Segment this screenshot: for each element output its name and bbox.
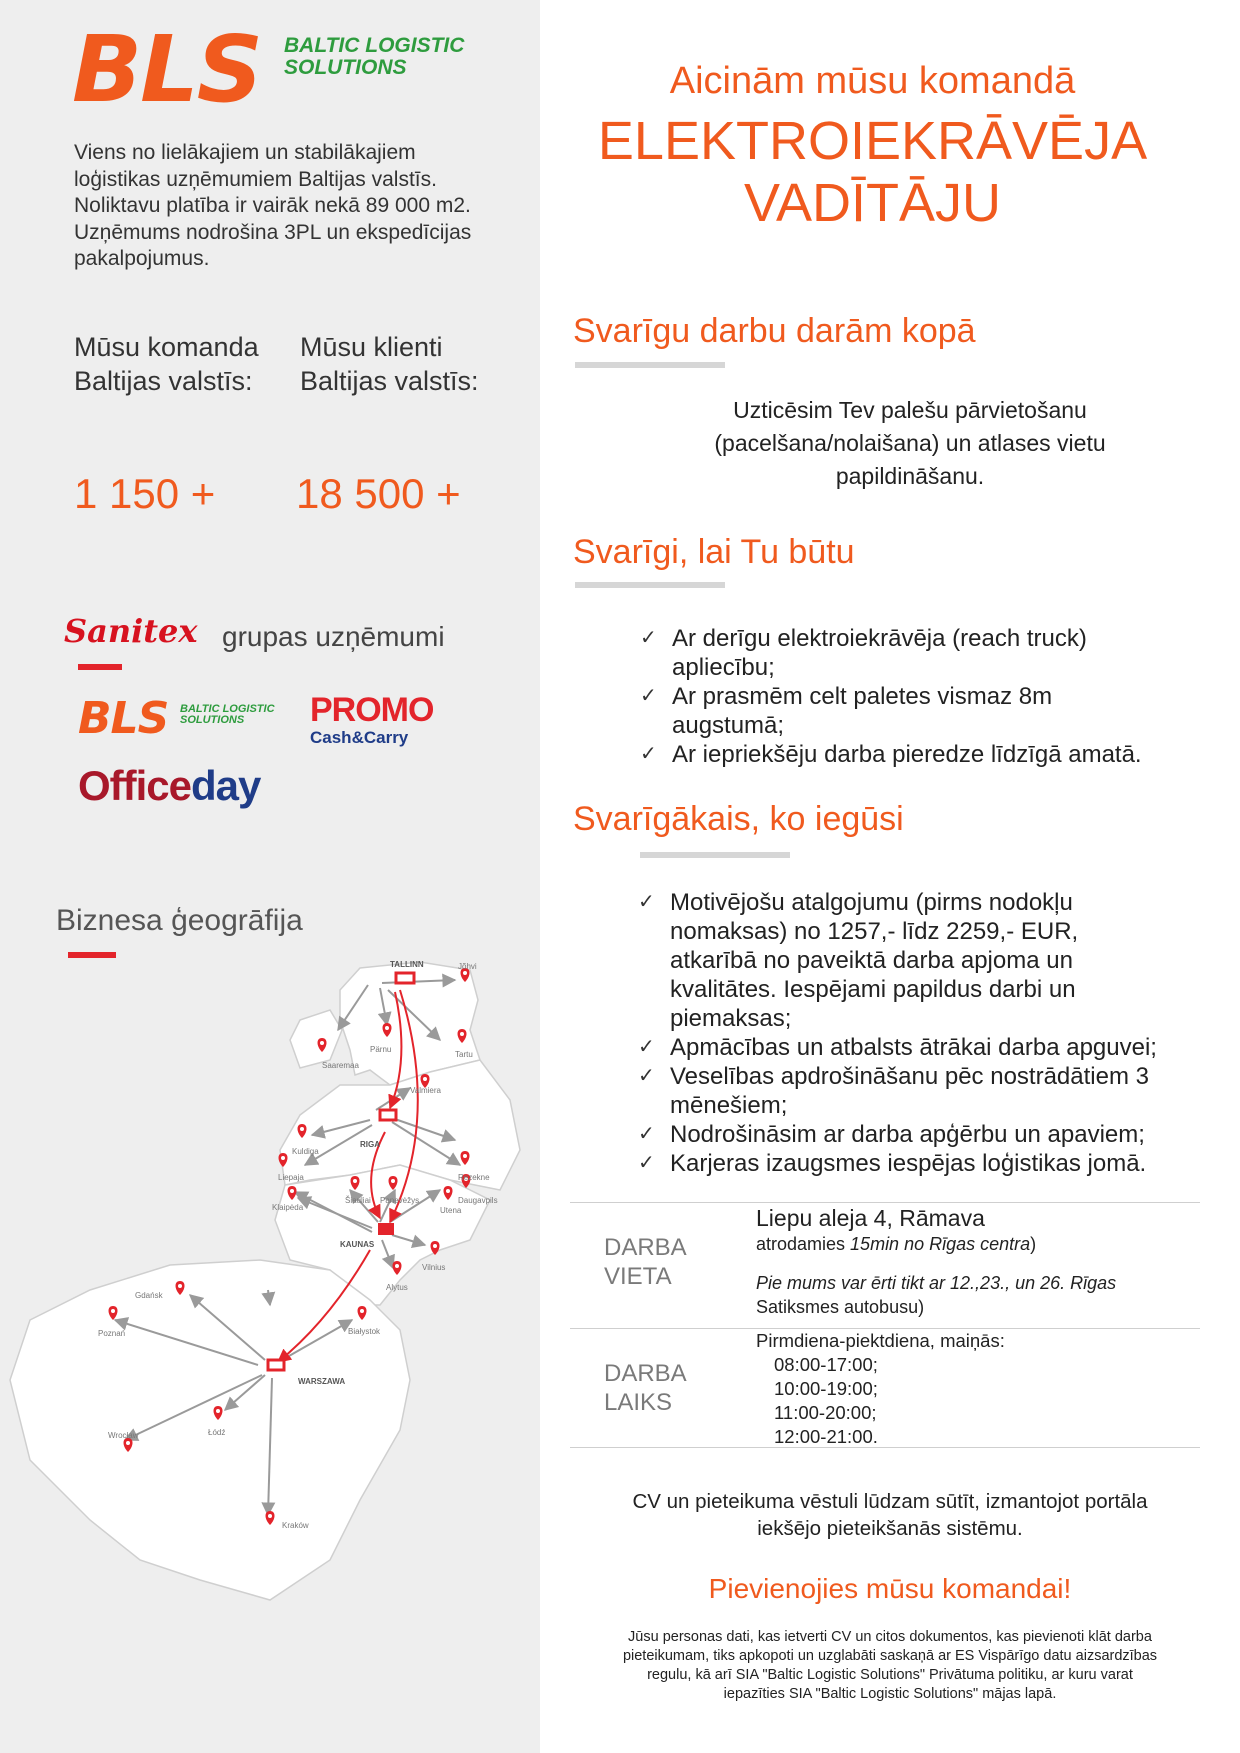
map-label: Pärnu (370, 1045, 392, 1054)
sanitex-logo: Sanitex (64, 612, 198, 650)
check-icon: ✓ (638, 1152, 655, 1174)
workplace-label: DARBA VIETA (604, 1234, 687, 1290)
worktime-row (570, 1329, 1200, 1447)
section1-line: Uzticēsim Tev palešu pārvietošanu (733, 397, 1087, 423)
map-label: Kraków (282, 1521, 309, 1530)
hub-tallinn (396, 973, 414, 983)
map-label: Vilnius (422, 1263, 446, 1272)
officeday-office: Office (78, 762, 192, 809)
bls-logo-mark: BLS (72, 16, 262, 123)
company-intro (74, 140, 524, 273)
stat-team-label-2: Baltijas valstīs: (74, 366, 253, 396)
map-label: Białystok (348, 1327, 381, 1336)
bls-small-logo (78, 695, 288, 745)
workplace-bus: Pie mums var ērti tikt ar 12.,23., un 26. Rīgas Satiksmes autobusu) (756, 1273, 1117, 1317)
map-label: Šiauliai (345, 1196, 371, 1205)
table-bottom-border (570, 1447, 1200, 1448)
requirements-list (632, 624, 1202, 769)
map-label: Łódź (208, 1428, 226, 1437)
list-item: ✓ Karjeras izaugsmes iespējas loģistikas jomā. (638, 1150, 1147, 1177)
bls-small-sub1: BALTIC LOGISTIC (180, 703, 275, 715)
map-label: Daugavpils (458, 1196, 498, 1205)
section1-text (580, 394, 1240, 493)
shift: 12:00-21:00. (774, 1426, 878, 1447)
bls-logo-sub-line2: SOLUTIONS (284, 56, 407, 79)
group-label: grupas uzņēmumi (222, 621, 445, 652)
intro-line: loģistikas uzņēmumiem Baltijas valstīs. (74, 167, 437, 191)
map-label: Panevėžys (380, 1196, 420, 1205)
saaremaa-shape (290, 1010, 342, 1068)
group-divider (78, 664, 122, 670)
bls-logo-sub-line1: BALTIC LOGISTIC (284, 34, 465, 57)
list-item: ✓ Motivējošu atalgojumu (pirms nodokļu nomaksas) no 1257,- līdz 2259,- EUR, atkarībā no paveiktā darba apjoma un kvalitātes. Iespējami papildus darbi un piemaksas; (638, 889, 1079, 1032)
section3-title: Svarīgākais, ko iegūsi (573, 800, 904, 838)
section1-line: (pacelšana/nolaišana) un atlases vietu (714, 430, 1106, 456)
list-item: ✓ Veselības apdrošināšanu pēc nostrādātiem 3 mēnešiem; (638, 1063, 1149, 1119)
intro-line: Noliktavu platība ir vairāk nekā 89 000 m2. (74, 194, 471, 217)
hub-kaunas (378, 1223, 394, 1235)
header-line3: VADĪTĀJU (743, 173, 1002, 233)
geo-divider (68, 952, 116, 958)
benefits-list (630, 888, 1210, 1178)
check-icon: ✓ (638, 1036, 655, 1058)
map-label: Utena (440, 1206, 462, 1215)
intro-line: pakalpojumus. (74, 247, 210, 270)
workplace-near: atrodamies 15min no Rīgas centra) (756, 1234, 1037, 1254)
worktime-label: DARBA LAIKS (604, 1360, 687, 1416)
map-label: Wrocław (108, 1431, 139, 1440)
bls-small-mark: BLS (78, 693, 169, 744)
section2-divider (575, 582, 725, 588)
list-item: ✓ Apmācības un atbalsts ātrākai darba apguvei; (638, 1034, 1157, 1061)
geo-title: Biznesa ģeogrāfija (56, 904, 303, 937)
stat-team-value: 1 150 + (74, 470, 216, 517)
stat-clients (300, 330, 479, 398)
bls-logo (72, 16, 492, 123)
check-icon: ✓ (638, 891, 655, 913)
list-item: ✓ Nodrošināsim ar darba apģērbu un apaviem; (638, 1121, 1145, 1148)
section1-line: papildināšanu. (835, 463, 985, 489)
intro-line: Viens no lielākajiem un stabilākajiem (74, 141, 416, 164)
map-label: Tartu (455, 1050, 473, 1059)
stat-clients-label-2: Baltijas valstīs: (300, 366, 479, 396)
map-label: Klaipėda (272, 1203, 304, 1212)
geo-map (0, 960, 540, 1660)
shift: 11:00-20:00; (774, 1402, 877, 1423)
cv-instructions: CV un pieteikuma vēstuli lūdzam sūtīt, izmantojot portāla iekšējo pieteikšanās sistēmu. (632, 1490, 1148, 1540)
shift: 10:00-19:00; (774, 1378, 878, 1399)
map-label-kaunas: KAUNAS (340, 1240, 375, 1249)
map-label: Poznań (98, 1329, 126, 1338)
workplace-details (756, 1203, 1196, 1319)
map-label: Alytus (386, 1283, 408, 1292)
map-label-riga: RIGA (360, 1140, 380, 1149)
map-label: Gdańsk (135, 1291, 163, 1300)
map-label-tallinn: TALLINN (390, 960, 424, 969)
promo-sub: Cash&Carry (310, 728, 409, 747)
map-label: Liepaja (278, 1173, 304, 1182)
workplace-row (570, 1203, 1200, 1328)
officeday-day: day (191, 762, 261, 809)
workplace-address: Liepu aleja 4, Rāmava (756, 1205, 985, 1231)
section1-title: Svarīgu darbu darām kopā (573, 312, 976, 350)
intro-line: Uzņēmums nodrošina 3PL un ekspedīcijas (74, 220, 472, 244)
list-item: ✓ Ar iepriekšēju darba pieredze līdzīgā amatā. (640, 741, 1142, 768)
hub-warszawa (268, 1360, 284, 1370)
stat-clients-label-1: Mūsu klienti (300, 332, 443, 362)
worktime-intro: Pirmdiena-piektdiena, maiņās: (756, 1330, 1005, 1351)
map-label: Rezekne (458, 1173, 490, 1182)
promo-logo (310, 692, 433, 748)
officeday-logo (78, 762, 260, 810)
bls-small-sub2: SOLUTIONS (180, 714, 245, 726)
map-label-warszawa: WARSZAWA (298, 1377, 346, 1386)
stat-clients-value: 18 500 + (296, 470, 461, 517)
section1-divider (575, 362, 725, 368)
worktime-details (756, 1329, 1196, 1449)
cta-text: Pievienojies mūsu komandai! (708, 1573, 1072, 1604)
promo-mark: PROMO (310, 691, 434, 729)
map-label: Jõhvi (458, 962, 477, 971)
check-icon: ✓ (638, 1065, 655, 1087)
check-icon: ✓ (638, 1123, 655, 1145)
hub-riga (380, 1110, 396, 1120)
check-icon: ✓ (640, 685, 657, 707)
map-label: Valmiera (410, 1086, 441, 1095)
map-label: Kuldiga (292, 1147, 319, 1156)
left-panel (0, 0, 540, 1753)
shift: 08:00-17:00; (774, 1354, 878, 1375)
list-item: ✓ Ar prasmēm celt paletes vismaz 8m augstumā; (640, 683, 1053, 739)
header-line2: ELEKTROIEKRĀVĒJA (597, 111, 1148, 171)
stat-team (74, 330, 259, 398)
header-line1: Aicinām mūsu komandā (669, 60, 1076, 102)
privacy-notice: Jūsu personas dati, kas ietverti CV un citos dokumentos, kas pievienoti klāt darba pieteikumam, tiks apkopoti un uzglabāti saskaņā ar ES Vispārīgo datu aizsardzības regulu, kā arī SIA "Baltic Logistic Solutions" Privātuma politiku, ar kuru varat iepazīties SIA "Baltic Logistic Solutions" mājas lapā. (622, 1629, 1158, 1702)
map-label: Saaremaa (322, 1061, 359, 1070)
list-item: ✓ Ar derīgu elektroiekrāvēja (reach truck) apliecību; (640, 625, 1087, 681)
stat-team-label-1: Mūsu komanda (74, 332, 259, 362)
section3-divider (640, 852, 790, 858)
check-icon: ✓ (640, 743, 657, 765)
section2-title: Svarīgi, lai Tu būtu (573, 533, 855, 571)
check-icon: ✓ (640, 627, 657, 649)
